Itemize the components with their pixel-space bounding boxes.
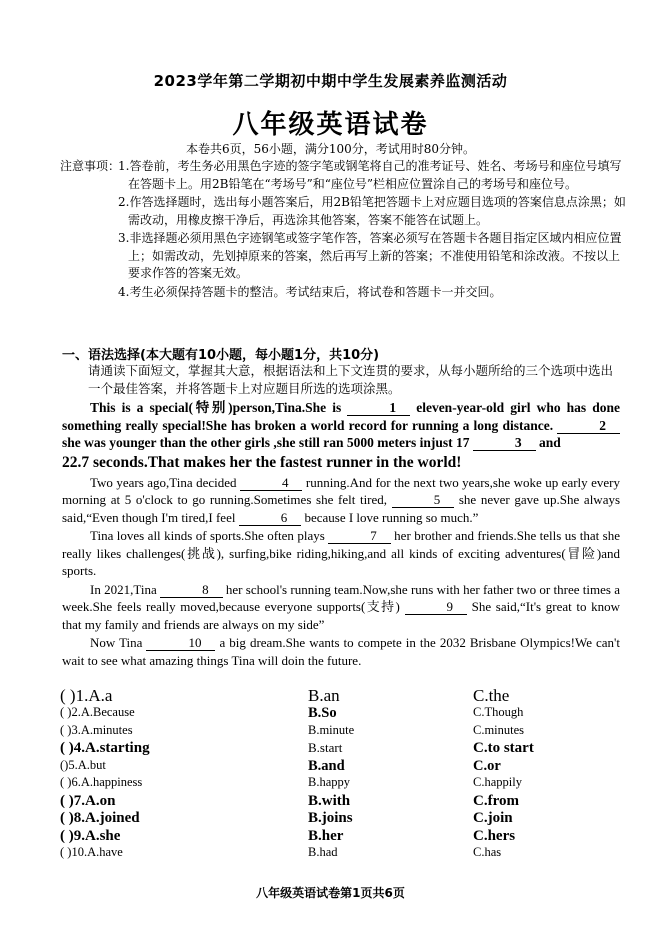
- blank-6: 6: [239, 511, 302, 526]
- option-c[interactable]: C.the: [473, 686, 510, 705]
- passage-text: running.And for the next two years,she woke up early every morning at 5 o'clock to go running.Sometimes she felt tired,: [62, 474, 620, 507]
- note-item: 4.考生必须保持答题卡的整洁。考试结束后，将试卷和答题卡一并交回。: [118, 284, 502, 299]
- note-item: 2.作答选择题时，选出每小题答案后，用2B铅笔把答题卡上对应题目选项的答案信息点涂黑；如需改动，用橡皮擦干净后，再选涂其他答案，答案不能答在试题上。: [118, 195, 626, 227]
- passage-text: she was younger than the other girls ,she still ran 5000 meters injust 17: [62, 435, 470, 450]
- passage-text: In 2021,Tina: [90, 581, 157, 597]
- passage-paragraph-2: [62, 474, 620, 527]
- reading-passage: [62, 399, 620, 670]
- option-b[interactable]: B.joins: [308, 810, 353, 826]
- section-title: 一、语法选择(本大题有10小题，每小题1分，共10分): [62, 348, 380, 363]
- blank-8: 8: [160, 583, 223, 598]
- option-question[interactable]: ( )4.A.starting: [60, 740, 150, 756]
- option-question[interactable]: ( )2.A.Because: [60, 705, 135, 719]
- note-item: 3.非选择题必须用黑色字迹钢笔或签字笔作答，答案必须写在答题卡各题目指定区域内相应位置上；如需改动，先划掉原来的答案，然后再写上新的答案；不准使用铅笔和涂改液。不按以上要求作答的答案无效。: [118, 231, 622, 280]
- blank-7: 7: [328, 529, 391, 544]
- passage-text: she never gave up.She always said,“Even though I'm tired,I feel: [62, 492, 621, 525]
- passage-paragraph-1: [62, 399, 620, 452]
- option-b[interactable]: B.with: [308, 792, 351, 809]
- option-question[interactable]: ( )7.A.on: [60, 792, 116, 809]
- passage-text: This is a special(特别)person,Tina.She is: [90, 400, 342, 415]
- notes-block: [60, 158, 630, 302]
- passage-paragraph-1-end: 22.7 seconds.That makes her the fastest runner in the world!: [62, 453, 462, 471]
- option-c[interactable]: C.has: [473, 845, 502, 859]
- option-b[interactable]: B.her: [308, 827, 344, 844]
- passage-text: eleven-year-old girl who has done something really special!She has broken a world record for running a long distance.: [62, 400, 621, 433]
- blank-5: 5: [392, 493, 455, 508]
- option-row: [60, 740, 620, 758]
- option-question[interactable]: ( )10.A.have: [60, 845, 123, 859]
- passage-text: a big dream.She wants to compete in the 2032 Brisbane Olympics!We can't wait to see what amazing things Tina will doin the future.: [62, 635, 620, 668]
- passage-text: Now Tina: [90, 635, 143, 650]
- section-instruction: 请通读下面短文，掌握其大意，根据语法和上下文连贯的要求，从每小题所给的三个选项中选出一个最佳答案，并将答题卡上对应题目所选的选项涂黑。: [88, 363, 614, 396]
- option-row: [60, 828, 620, 846]
- option-row: [60, 845, 620, 863]
- option-c[interactable]: C.or: [473, 757, 501, 774]
- passage-paragraph-5: [62, 634, 620, 669]
- option-b[interactable]: B.minute: [308, 722, 355, 737]
- blank-1: 1: [347, 401, 410, 416]
- option-b[interactable]: B.had: [308, 845, 338, 859]
- option-b[interactable]: B.an: [308, 686, 340, 705]
- option-row: [60, 793, 620, 811]
- option-c[interactable]: C.Though: [473, 705, 524, 719]
- passage-text: She said,“It's great to know that my family and friends are always on my side”: [62, 599, 621, 632]
- passage-text: Two years ago,Tina decided: [90, 474, 237, 490]
- option-row: [60, 723, 620, 741]
- option-row: [60, 775, 620, 793]
- passage-text: her school's running team.Now,she runs with her father two or three times a week.She feels really moved,because everyone supports(支持): [62, 581, 621, 614]
- passage-text: and: [539, 435, 561, 450]
- option-row: [60, 810, 620, 828]
- option-row: [60, 758, 620, 776]
- notes-label: 注意事项：: [60, 159, 121, 173]
- exam-supertitle: 2023学年第二学期初中期中学生发展素养监测活动: [153, 72, 508, 90]
- option-c[interactable]: C.to start: [473, 740, 534, 756]
- exam-info: 本卷共6页，56小题，满分100分，考试用时80分钟。: [185, 142, 476, 156]
- blank-3: 3: [473, 436, 536, 451]
- option-question[interactable]: ( )8.A.joined: [60, 810, 140, 826]
- option-question[interactable]: ( )3.A.minutes: [60, 722, 133, 737]
- blank-10: 10: [146, 636, 215, 651]
- option-row: [60, 686, 620, 705]
- option-c[interactable]: C.from: [473, 792, 519, 809]
- passage-text: because I love running so much.”: [304, 509, 479, 525]
- exam-title: 八年级英语试卷: [232, 110, 429, 140]
- option-b[interactable]: B.and: [308, 757, 345, 774]
- passage-paragraph-4: [62, 581, 620, 634]
- note-item: 1.答卷前，考生务必用黑色字迹的签字笔或钢笔将自己的准考证号、姓名、考场号和座位号填写在答题卡上。用2B铅笔在“考场号”和“座位号”栏相应位置涂自己的考场号和座位号。: [118, 159, 622, 191]
- option-b[interactable]: B.So: [308, 705, 337, 721]
- option-question[interactable]: ( )9.A.she: [60, 827, 121, 844]
- option-row: [60, 705, 620, 723]
- passage-paragraph-3: [62, 527, 620, 580]
- option-question[interactable]: ()5.A.but: [60, 757, 106, 772]
- blank-4: 4: [240, 476, 303, 491]
- option-b[interactable]: B.start: [308, 740, 343, 755]
- blank-9: 9: [405, 600, 468, 615]
- option-c[interactable]: C.hers: [473, 827, 516, 844]
- option-c[interactable]: C.join: [473, 810, 513, 826]
- option-question[interactable]: ( )1.A.a: [60, 686, 113, 705]
- option-b[interactable]: B.happy: [308, 775, 351, 789]
- option-question[interactable]: ( )6.A.happiness: [60, 775, 143, 789]
- passage-text: Tina loves all kinds of sports.She often plays: [90, 528, 325, 543]
- passage-text: her brother and friends.She tells us that she really likes challenges(挑战), surfing,bike riding,hiking,and all kinds of exciting adventures(冒险)and sports.: [62, 528, 621, 578]
- page-footer: 八年级英语试卷第1页共6页: [256, 886, 405, 900]
- option-c[interactable]: C.minutes: [473, 722, 525, 737]
- options-list: [60, 686, 620, 863]
- blank-2: 2: [557, 419, 620, 434]
- option-c[interactable]: C.happily: [473, 775, 522, 789]
